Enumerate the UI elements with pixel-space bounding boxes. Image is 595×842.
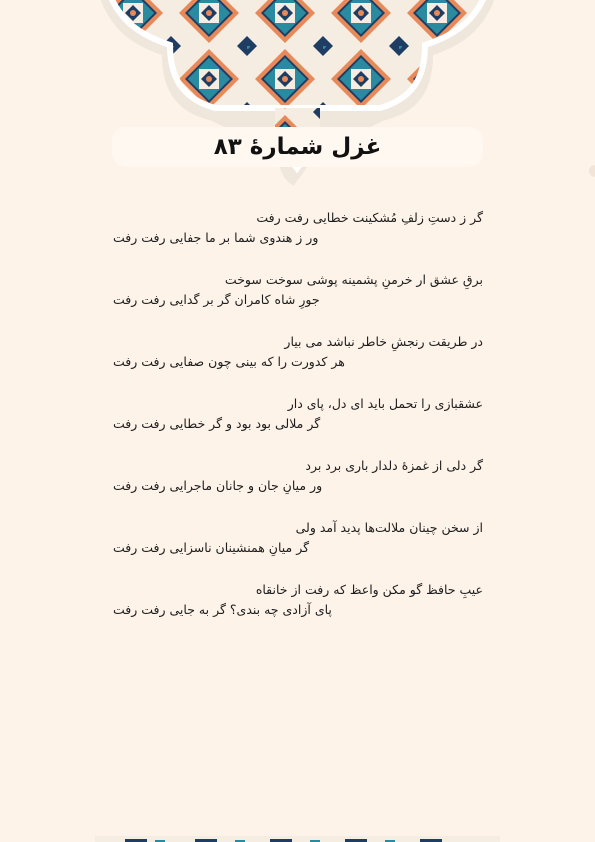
verse-second-hemistich: گر میانِ همنشینان ناسزایی رفت رفت [113, 540, 310, 555]
verse-first-hemistich: گر ز دستِ زلفِ مُشکینت خطایی رفت رفت [256, 210, 483, 225]
poem-body [113, 206, 483, 640]
couplet [113, 454, 483, 516]
verse-second-hemistich: ور میانِ جان و جانان ماجرایی رفت رفت [113, 478, 323, 493]
verse-second-hemistich: گر ملالی بود بود و گر خطایی رفت رفت [113, 416, 321, 431]
verse-first-hemistich: عشقبازی را تحمل باید ای دل، پای دار [287, 396, 483, 411]
couplet [113, 392, 483, 454]
couplet [113, 268, 483, 330]
couplet [113, 578, 483, 640]
edge-tab [589, 165, 595, 177]
couplet [113, 206, 483, 268]
verse-first-hemistich: در طریقت رنجشِ خاطر نباشد می بیار [284, 334, 483, 349]
page-title: غزل شمارهٔ ۸۳ [213, 134, 382, 160]
verse-first-hemistich: از سخن چینان ملالت‌ها پدید آمد ولی [295, 520, 483, 535]
verse-second-hemistich: پای آزادی چه بندی؟ گر به جایی رفت رفت [113, 602, 332, 617]
verse-second-hemistich: هر کدورت را که بینی چون صفایی رفت رفت [113, 354, 345, 369]
verse-first-hemistich: گر دلی از غمزهٔ دلدار باری برد برد [305, 458, 483, 473]
verse-first-hemistich: برقِ عشق ار خرمنِ پشمینه پوشی سوخت سوخت [224, 272, 483, 287]
verse-first-hemistich: عیبِ حافظ گو مکن واعظ که رفت از خانقاه [255, 582, 483, 597]
verse-second-hemistich: ور ز هندوی شما بر ما جفایی رفت رفت [113, 230, 319, 245]
couplet [113, 516, 483, 578]
footer-tile-ornament [95, 836, 500, 842]
couplet [113, 330, 483, 392]
verse-second-hemistich: جورِ شاه کامران گر بر گدایی رفت رفت [113, 292, 320, 307]
